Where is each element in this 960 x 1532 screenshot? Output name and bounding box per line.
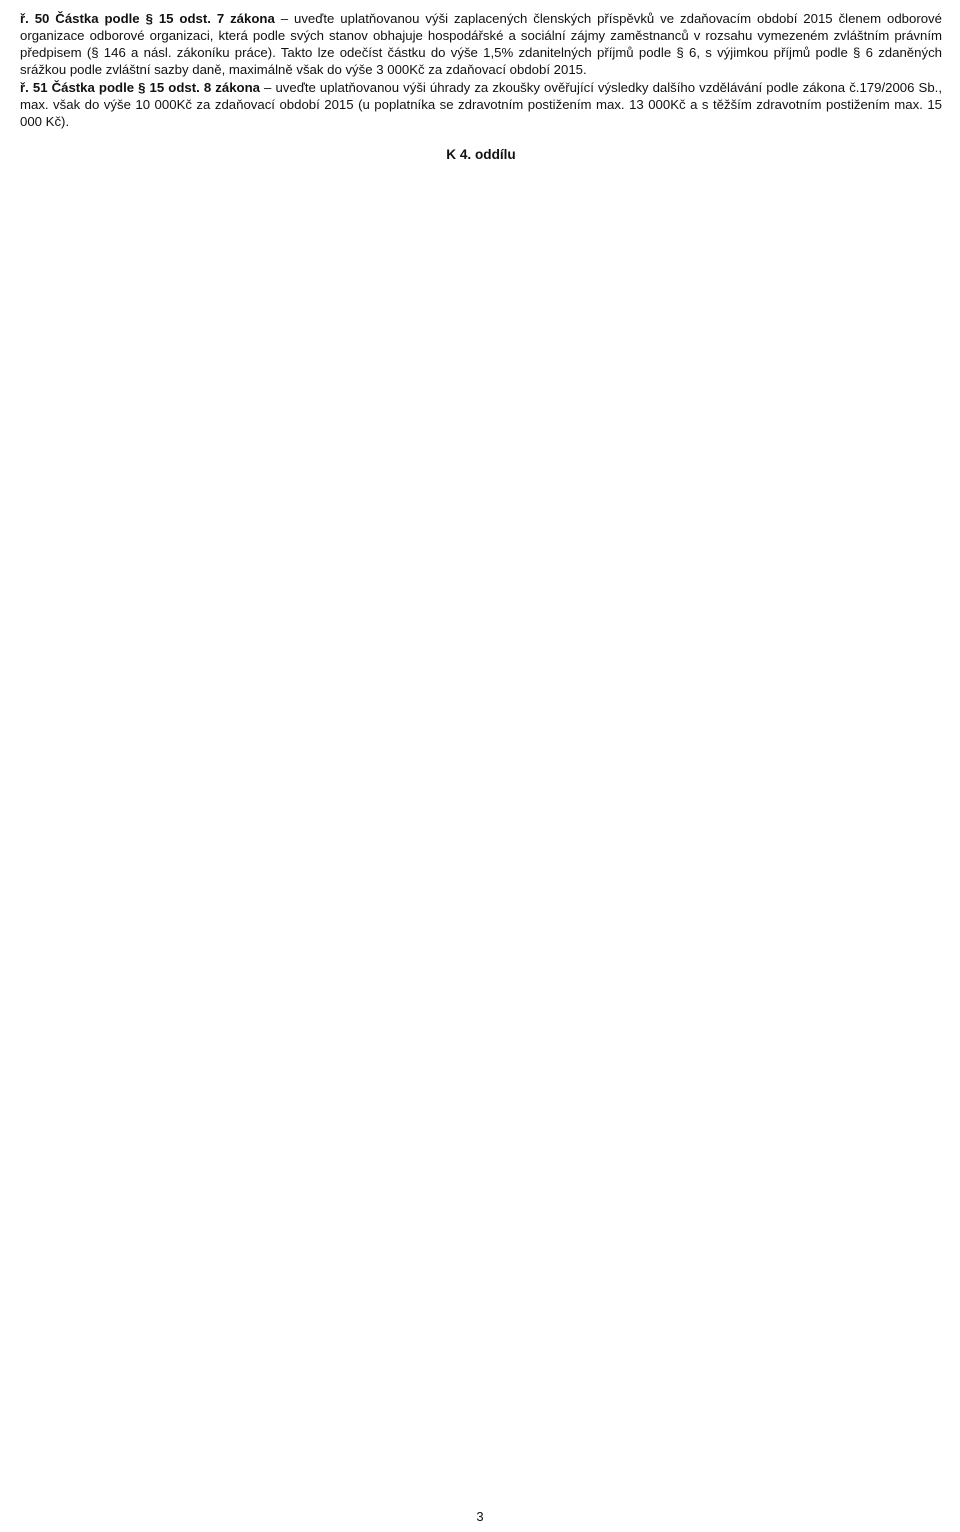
section-title: K 4. oddílu: [446, 147, 516, 162]
paragraph-text-r50: – uveďte uplatňovanou výši zaplacených členských příspěvků ve zdaňovacím období 2015 členem odborové organizace odborové organizaci, která podle svých stanov obhajuje hospodářské a sociální zájmy zaměstnanců v rozsahu vymezeném zvláštním právním předpisem (§ 146 a násl. zákoníku práce). Takto lze odečíst částku do výše 1,5% zdanitelných příjmů podle § 6, s výjimkou příjmů podle § 6 zdaněných srážkou podle zvláštní sazby daně, maximálně však do výše 3 000Kč za zdaňovací období 2015.: [20, 11, 942, 77]
paragraph-r51: [20, 79, 942, 130]
paragraph-r50: [20, 10, 942, 78]
paragraph-text-r51: – uveďte uplatňovanou výši úhrady za zkoušky ověřující výsledky dalšího vzdělávání podle zákona č.179/2006 Sb., max. však do výše 10 000Kč za zdaňovací období 2015 (u poplatníka se zdravotním postižením max. 13 000Kč a s těžším zdravotním postižením max. 15 000 Kč).: [20, 80, 942, 129]
paragraph-lead-r50: ř. 50 Částka podle § 15 odst. 7 zákona: [20, 11, 275, 26]
paragraph-lead-r51: ř. 51 Částka podle § 15 odst. 8 zákona: [20, 80, 260, 95]
page-number: 3: [476, 1509, 484, 1524]
